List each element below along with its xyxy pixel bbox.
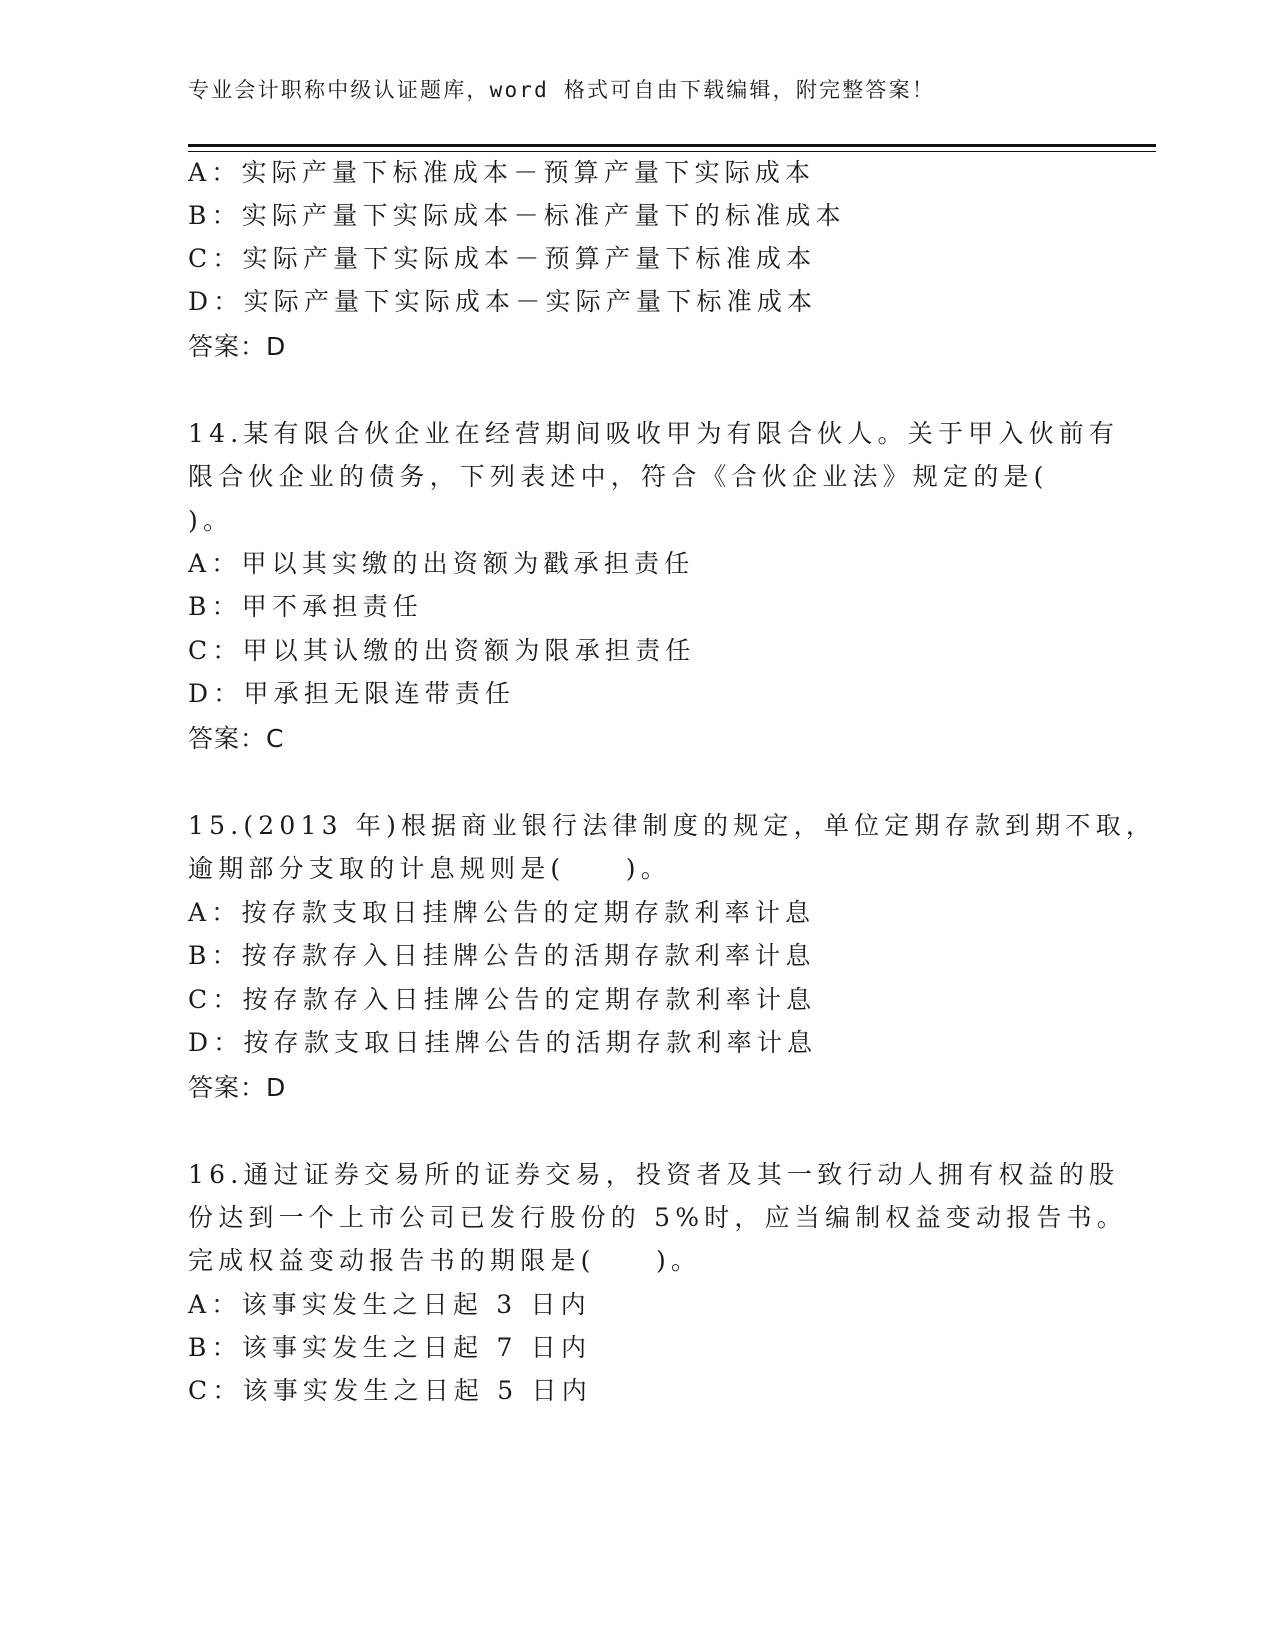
q14-option-b: B：甲不承担责任 [188,592,423,621]
q15-answer: 答案：D [188,1073,287,1102]
q15-option-d: D：按存款支取日挂牌公告的活期存款利率计息 [188,1028,818,1057]
q16-stem-line-1: 16.通过证券交易所的证券交易，投资者及其一致行动人拥有权益的股 [188,1160,1120,1189]
q16-option-b: B：该事实发生之日起 7 日内 [188,1333,592,1362]
q13-option-d: D：实际产量下实际成本－实际产量下标准成本 [188,287,818,316]
q13-option-a: A：实际产量下标准成本－预算产量下实际成本 [188,158,816,187]
q16-stem-line-3: 完成权益变动报告书的期限是( )。 [188,1246,702,1275]
q14-option-d: D：甲承担无限连带责任 [188,679,516,708]
q16-option-c: C：该事实发生之日起 5 日内 [188,1376,592,1405]
q14-stem-line-2: 限合伙企业的债务，下列表述中，符合《合伙企业法》规定的是( [188,462,1049,491]
q15-stem-line-2: 逾期部分支取的计息规则是( )。 [188,854,671,883]
page-header: 专业会计职称中级认证题库，word 格式可自由下载编辑，附完整答案！ [188,78,936,102]
header-rule-thin [188,151,1156,152]
header-rule-thick [188,144,1156,147]
q16-stem-line-2: 份达到一个上市公司已发行股份的 5%时，应当编制权益变动报告书。 [188,1203,1128,1232]
q14-stem-line-3: )。 [188,506,234,535]
q15-stem-line-1: 15.(2013 年)根据商业银行法律制度的规定，单位定期存款到期不取， [188,811,1157,840]
q15-option-c: C：按存款存入日挂牌公告的定期存款利率计息 [188,985,817,1014]
q14-option-c: C：甲以其认缴的出资额为限承担责任 [188,636,696,665]
q14-stem-line-1: 14.某有限合伙企业在经营期间吸收甲为有限合伙人。关于甲入伙前有 [188,419,1120,448]
q16-option-a: A：该事实发生之日起 3 日内 [188,1290,591,1319]
q13-answer: 答案：D [188,332,287,361]
q15-option-a: A：按存款支取日挂牌公告的定期存款利率计息 [188,898,816,927]
q15-option-b: B：按存款存入日挂牌公告的活期存款利率计息 [188,941,816,970]
q14-option-a: A：甲以其实缴的出资额为戳承担责任 [188,549,695,578]
q13-option-b: B：实际产量下实际成本－标准产量下的标准成本 [188,201,846,230]
q13-option-c: C：实际产量下实际成本－预算产量下标准成本 [188,244,817,273]
q14-answer: 答案：C [188,724,285,753]
